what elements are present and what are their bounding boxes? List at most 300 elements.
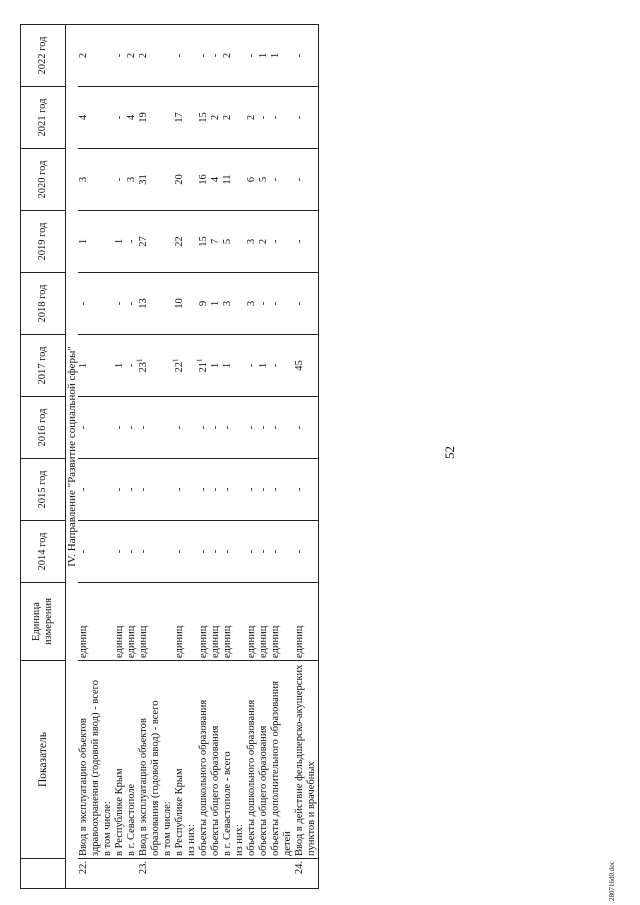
value-text: 21 — [198, 362, 209, 373]
table-row — [198, 25, 210, 889]
value-text: - — [198, 487, 209, 492]
table-header-row — [21, 25, 66, 889]
row-value — [174, 273, 186, 335]
row-value — [186, 25, 198, 87]
value-text: 2 — [210, 114, 221, 121]
row-value — [162, 273, 174, 335]
row-value — [102, 25, 114, 87]
value-text: - — [114, 177, 125, 182]
header-num — [21, 859, 66, 889]
value-text: - — [294, 239, 305, 244]
row-value — [78, 521, 102, 583]
row-value — [195, 335, 210, 397]
row-value — [270, 87, 294, 149]
row-label: объекты дошкольного образования — [246, 661, 258, 859]
row-value — [294, 273, 319, 335]
row-unit: единиц — [138, 583, 162, 661]
row-value — [162, 87, 174, 149]
footnote-marker: 1 — [171, 358, 180, 362]
row-value — [114, 87, 126, 149]
row-value — [138, 273, 162, 335]
row-label: из них: — [186, 661, 198, 859]
row-value — [138, 25, 162, 87]
row-value — [126, 149, 138, 211]
row-value — [222, 459, 234, 521]
row-value — [258, 335, 270, 397]
row-value — [198, 25, 210, 87]
value-text: - — [210, 549, 221, 554]
row-value — [294, 397, 319, 459]
value-text: - — [246, 53, 257, 58]
row-value — [198, 397, 210, 459]
row-number — [222, 859, 234, 889]
table-row — [294, 25, 319, 889]
row-value — [78, 211, 102, 273]
row-unit — [162, 583, 174, 661]
value-text: - — [270, 549, 281, 554]
value-text: 15 — [198, 236, 209, 247]
row-unit: единиц — [210, 583, 222, 661]
row-value — [138, 459, 162, 521]
row-unit: единиц — [114, 583, 126, 661]
row-value — [102, 397, 114, 459]
value-text: 2 — [222, 52, 233, 59]
value-text: 2 — [258, 238, 269, 245]
value-text: 2 — [222, 114, 233, 121]
value-text: 1 — [210, 300, 221, 307]
value-text: - — [270, 425, 281, 430]
row-value — [162, 211, 174, 273]
row-value — [246, 211, 258, 273]
value-text: - — [270, 363, 281, 368]
value-text: 11 — [222, 174, 233, 185]
value-text: - — [114, 53, 125, 58]
row-value — [138, 149, 162, 211]
row-value — [294, 459, 319, 521]
header-year: 2020 год — [21, 149, 66, 211]
value-text: - — [198, 425, 209, 430]
row-number — [258, 859, 270, 889]
row-value — [258, 397, 270, 459]
row-value — [126, 397, 138, 459]
value-text: - — [114, 115, 125, 120]
row-value — [198, 273, 210, 335]
value-text: - — [126, 239, 137, 244]
value-text: - — [174, 425, 185, 430]
document-id: 280716d0.doc — [608, 861, 616, 901]
row-value — [114, 149, 126, 211]
value-text: 4 — [78, 114, 89, 121]
row-value — [78, 87, 102, 149]
value-text: 6 — [246, 176, 257, 183]
table-row — [126, 25, 138, 889]
value-text: 4 — [126, 114, 137, 121]
row-value — [162, 521, 174, 583]
row-value — [246, 87, 258, 149]
row-value — [102, 273, 114, 335]
row-value — [222, 87, 234, 149]
row-value — [186, 521, 198, 583]
table-row — [258, 25, 270, 889]
row-label: Ввод в действие фельдшерско-акушерских пунктов и врачебных — [294, 661, 319, 859]
row-value — [126, 273, 138, 335]
row-unit: единиц — [258, 583, 270, 661]
row-value — [294, 211, 319, 273]
row-value — [246, 335, 258, 397]
value-text: - — [270, 177, 281, 182]
row-value — [78, 25, 102, 87]
row-unit: единиц — [174, 583, 186, 661]
row-label: в г. Севастополе - всего — [222, 661, 234, 859]
row-value — [246, 149, 258, 211]
row-number — [246, 859, 258, 889]
value-text: - — [270, 115, 281, 120]
row-value — [270, 459, 294, 521]
value-text: - — [246, 487, 257, 492]
value-text: - — [246, 549, 257, 554]
header-year: 2016 год — [21, 397, 66, 459]
row-number — [114, 859, 126, 889]
value-text: - — [222, 549, 233, 554]
row-label: объекты общего образования — [210, 661, 222, 859]
row-value — [222, 335, 234, 397]
value-text: 7 — [210, 238, 221, 245]
value-text: 9 — [198, 300, 209, 307]
row-value — [210, 149, 222, 211]
row-value — [210, 459, 222, 521]
row-value — [126, 521, 138, 583]
value-text: 3 — [246, 300, 257, 307]
row-label: в том числе: — [162, 661, 174, 859]
table-row — [222, 25, 234, 889]
table-row — [246, 25, 258, 889]
row-value — [174, 211, 186, 273]
row-value — [258, 87, 270, 149]
row-value — [186, 397, 198, 459]
value-text: - — [246, 425, 257, 430]
row-value — [126, 335, 138, 397]
table-row — [174, 25, 186, 889]
row-value — [258, 273, 270, 335]
value-text: - — [198, 53, 209, 58]
value-text: 2 — [126, 52, 137, 59]
value-text: 2 — [138, 52, 149, 59]
value-text: 3 — [126, 176, 137, 183]
value-text: - — [114, 301, 125, 306]
row-value — [222, 521, 234, 583]
value-text: - — [294, 549, 305, 554]
value-text: 1 — [114, 362, 125, 369]
row-value — [210, 273, 222, 335]
value-text: 10 — [174, 298, 185, 309]
row-value — [114, 25, 126, 87]
row-value — [174, 397, 186, 459]
row-value — [174, 459, 186, 521]
row-value — [162, 25, 174, 87]
value-text: 2 — [78, 52, 89, 59]
row-value — [210, 25, 222, 87]
row-value — [162, 149, 174, 211]
section-row — [66, 25, 79, 889]
row-value — [171, 335, 186, 397]
table-row — [162, 25, 174, 889]
value-text: - — [258, 487, 269, 492]
value-text: 1 — [210, 362, 221, 369]
header-unit: Единица измерения — [21, 583, 66, 661]
row-value — [186, 211, 198, 273]
row-value — [234, 521, 246, 583]
row-value — [210, 521, 222, 583]
value-text: - — [222, 425, 233, 430]
value-text: 22 — [174, 236, 185, 247]
value-text: 2 — [246, 114, 257, 121]
row-value — [114, 397, 126, 459]
row-unit — [186, 583, 198, 661]
row-value — [222, 273, 234, 335]
row-value — [246, 459, 258, 521]
row-value — [198, 521, 210, 583]
row-value — [102, 335, 114, 397]
row-value — [258, 521, 270, 583]
row-value — [294, 149, 319, 211]
row-unit: единиц — [222, 583, 234, 661]
value-text: - — [138, 487, 149, 492]
header-year: 2015 год — [21, 459, 66, 521]
row-number — [174, 859, 186, 889]
row-unit: единиц — [198, 583, 210, 661]
row-label: из них: — [234, 661, 246, 859]
row-label: в том числе: — [102, 661, 114, 859]
table-row — [270, 25, 294, 889]
row-number — [270, 859, 294, 889]
row-value — [138, 211, 162, 273]
footnote-marker: 1 — [135, 358, 144, 362]
value-text: - — [78, 487, 89, 492]
row-number — [186, 859, 198, 889]
row-label: в Республике Крым — [114, 661, 126, 859]
value-text: - — [270, 301, 281, 306]
value-text: - — [294, 53, 305, 58]
value-text: - — [78, 425, 89, 430]
header-year: 2022 год — [21, 25, 66, 87]
row-value — [102, 87, 114, 149]
value-text: - — [78, 549, 89, 554]
value-text: - — [294, 115, 305, 120]
row-value — [246, 273, 258, 335]
row-value — [102, 521, 114, 583]
value-text: 1 — [114, 238, 125, 245]
row-value — [138, 87, 162, 149]
row-value — [258, 459, 270, 521]
value-text: - — [198, 549, 209, 554]
value-text: - — [174, 487, 185, 492]
value-text: 1 — [258, 362, 269, 369]
row-value — [186, 87, 198, 149]
row-value — [186, 459, 198, 521]
footnote-marker: 1 — [195, 358, 204, 362]
row-unit: единиц — [246, 583, 258, 661]
row-number: 23. — [138, 859, 162, 889]
value-text: - — [258, 301, 269, 306]
value-text: 1 — [258, 52, 269, 59]
row-unit: единиц — [78, 583, 102, 661]
row-value — [186, 273, 198, 335]
row-value — [234, 335, 246, 397]
value-text: 3 — [78, 176, 89, 183]
value-text: - — [258, 549, 269, 554]
row-value — [102, 149, 114, 211]
row-value — [246, 521, 258, 583]
value-text: - — [210, 425, 221, 430]
row-value — [78, 149, 102, 211]
row-value — [234, 397, 246, 459]
row-value — [234, 25, 246, 87]
row-value — [78, 273, 102, 335]
row-label: в Республике Крым — [174, 661, 186, 859]
table-row — [138, 25, 162, 889]
row-value — [210, 335, 222, 397]
value-text: 1 — [270, 52, 281, 59]
row-value — [210, 87, 222, 149]
row-unit: единиц — [126, 583, 138, 661]
row-value — [234, 149, 246, 211]
row-value — [186, 335, 198, 397]
row-value — [258, 25, 270, 87]
statistics-table — [20, 24, 319, 889]
row-value — [294, 521, 319, 583]
value-text: - — [294, 177, 305, 182]
row-number — [210, 859, 222, 889]
header-year: 2019 год — [21, 211, 66, 273]
row-value — [246, 25, 258, 87]
table-row — [234, 25, 246, 889]
row-value — [258, 211, 270, 273]
row-value — [246, 397, 258, 459]
row-value — [174, 521, 186, 583]
value-text: - — [210, 487, 221, 492]
value-text: - — [294, 425, 305, 430]
value-text: - — [294, 301, 305, 306]
row-value — [198, 459, 210, 521]
row-value — [234, 211, 246, 273]
value-text: - — [126, 301, 137, 306]
table-row — [114, 25, 126, 889]
row-value — [138, 397, 162, 459]
row-label: объекты общего образования — [258, 661, 270, 859]
row-value — [198, 87, 210, 149]
row-value — [114, 521, 126, 583]
row-unit: единиц — [270, 583, 294, 661]
value-text: - — [138, 549, 149, 554]
row-value — [294, 25, 319, 87]
row-value — [198, 211, 210, 273]
row-unit — [102, 583, 114, 661]
row-value — [162, 459, 174, 521]
value-text: 27 — [138, 236, 149, 247]
value-text: 19 — [138, 112, 149, 123]
row-value — [135, 335, 162, 397]
value-text: - — [138, 425, 149, 430]
value-text: - — [126, 549, 137, 554]
value-text: 4 — [210, 176, 221, 183]
row-value — [126, 87, 138, 149]
row-value — [270, 211, 294, 273]
value-text: - — [294, 487, 305, 492]
row-value — [186, 149, 198, 211]
row-value — [102, 211, 114, 273]
row-value — [222, 25, 234, 87]
row-number: 24. — [294, 859, 319, 889]
value-text: - — [114, 487, 125, 492]
row-value — [270, 273, 294, 335]
value-text: - — [210, 53, 221, 58]
row-value — [126, 25, 138, 87]
row-value — [258, 149, 270, 211]
value-text: 22 — [174, 362, 185, 373]
value-text: - — [114, 425, 125, 430]
value-text: - — [270, 487, 281, 492]
row-value — [234, 273, 246, 335]
row-value — [270, 397, 294, 459]
value-text: - — [246, 363, 257, 368]
value-text: 3 — [222, 300, 233, 307]
row-label: объекты дошкольного образования — [198, 661, 210, 859]
row-value — [270, 335, 294, 397]
row-value — [126, 459, 138, 521]
header-year: 2014 год — [21, 521, 66, 583]
row-value — [198, 149, 210, 211]
row-value — [174, 25, 186, 87]
value-text: - — [126, 363, 137, 368]
row-value — [234, 459, 246, 521]
row-value — [222, 397, 234, 459]
row-value — [222, 149, 234, 211]
row-value — [162, 397, 174, 459]
value-text: 5 — [222, 238, 233, 245]
header-year: 2018 год — [21, 273, 66, 335]
row-value — [102, 459, 114, 521]
row-value — [162, 335, 174, 397]
row-value — [114, 335, 126, 397]
table-row — [102, 25, 114, 889]
value-text: 45 — [294, 360, 305, 371]
row-value — [270, 521, 294, 583]
value-text: - — [78, 301, 89, 306]
value-text: 23 — [138, 362, 149, 373]
table-row — [78, 25, 102, 889]
value-text: - — [222, 487, 233, 492]
value-text: - — [174, 53, 185, 58]
table-row — [186, 25, 198, 889]
row-number — [198, 859, 210, 889]
row-number — [126, 859, 138, 889]
value-text: - — [258, 425, 269, 430]
value-text: 3 — [246, 238, 257, 245]
value-text: 31 — [138, 174, 149, 185]
row-number — [102, 859, 114, 889]
row-label: Ввод в эксплуатацию объектов здравоохранения (годовой ввод) - всего — [78, 661, 102, 859]
row-value — [78, 397, 102, 459]
value-text: 13 — [138, 298, 149, 309]
row-unit — [234, 583, 246, 661]
row-label: в г. Севастополе — [126, 661, 138, 859]
row-value — [210, 211, 222, 273]
row-value — [294, 87, 319, 149]
value-text: - — [270, 239, 281, 244]
row-value — [138, 521, 162, 583]
row-value — [114, 211, 126, 273]
row-value — [114, 459, 126, 521]
